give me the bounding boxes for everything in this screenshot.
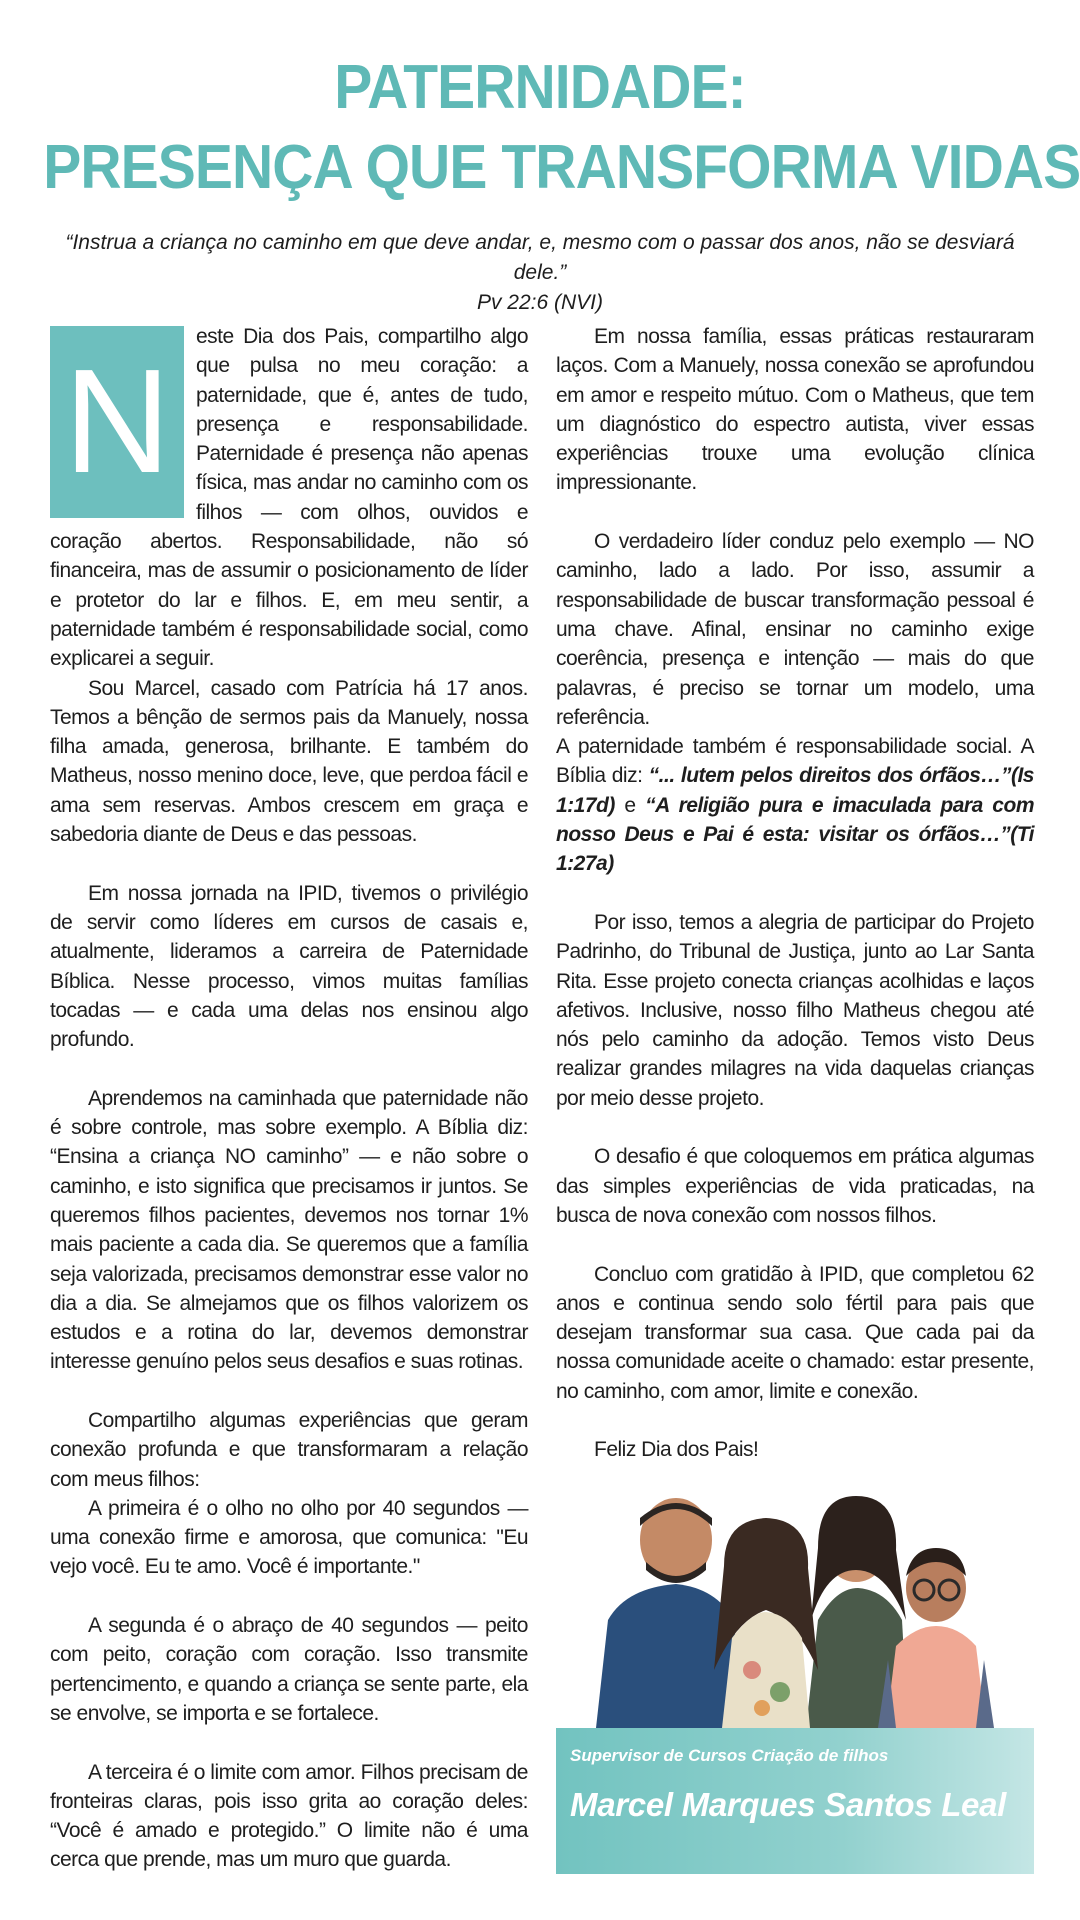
epigraph — [40, 228, 1040, 318]
author-caption — [556, 1728, 1034, 1874]
article-title — [43, 48, 1080, 208]
author-name: Marcel Marques Santos Leal — [570, 1786, 1007, 1823]
bible-quote: “... lutem pelos direitos dos órfãos…”(Is 1:17d) — [556, 764, 1034, 817]
paragraph: O verdadeiro líder conduz pelo exemplo — NO caminho, lado a lado. Por isso, assumir a responsabilidade de buscar transformação pessoal é uma chave. Afinal, ensinar no caminho exige coerência, presença e intenção — mais do que palavras, é preciso se tornar um modelo, uma referência. — [556, 530, 1034, 729]
title-line-2: PRESENÇA QUE TRANSFORMA VIDAS — [43, 133, 1080, 202]
paragraph: Em nossa família, essas práticas restauraram laços. Com a Manuely, nossa conexão se aprofundou em amor e respeito mútuo. Com o Matheus, que tem um diagnóstico do espectro autista, viver essas experiências trouxe uma evolução clínica impressionante. — [556, 325, 1034, 495]
paragraph: Sou Marcel, casado com Patrícia há 17 anos. Temos a bênção de sermos pais da Manuely, nossa filha amada, generosa, brilhante. E também do Matheus, nosso menino doce, leve, que perdoa fácil e ama sem reservas. Ambos crescem em graça e sabedoria diante de Deus e das pessoas. — [50, 676, 528, 847]
epigraph-quote: “Instrua a criança no caminho em que deve andar, e, mesmo com o passar dos anos, não se desviará dele.” — [65, 231, 1015, 284]
bible-quote: “A religião pura e imaculada para com nosso Deus e Pai é esta: visitar os órfãos…”(Ti 1:27a) — [556, 793, 1034, 876]
paragraph: este Dia dos Pais, compartilho algo que pulsa no meu coração: a paternidade, que é, antes de tudo, presença e responsabilidade. Paternidade é presença não apenas física, mas andar no caminho com os filhos — com olhos, ouvidos e coração abertos. Responsabilidade, não só financeira, mas de assumir o posicionamento de líder e protetor do lar e filhos. E, em meu sentir, a paternidade também é responsabilidade social, como explicarei a seguir. — [50, 325, 528, 671]
paragraph-text: e — [614, 793, 646, 817]
closing-line: Feliz Dia dos Pais! — [594, 1438, 759, 1462]
paragraph: Por isso, temos a alegria de participar do Projeto Padrinho, do Tribunal de Justiça, junto ao Lar Santa Rita. Esse projeto conecta crianças acolhidas e laços afetivos. Inclusive, nosso filho Matheus chegou até nós pelo caminho da adoção. Temos visto Deus realizar grandes milagres na vida daquelas crianças por meio desse projeto. — [556, 910, 1034, 1110]
family-photo — [556, 1470, 1034, 1728]
left-column — [50, 322, 528, 1872]
right-column — [556, 322, 1034, 1465]
paragraph: A primeira é o olho no olho por 40 segundos — uma conexão firme e amorosa, que comunica: "Eu vejo você. Eu te amo. Você é importante." — [50, 1496, 528, 1579]
paragraph: O desafio é que coloquemos em prática algumas das simples experiências de vida praticadas, na busca de nova conexão com nossos filhos. — [556, 1145, 1034, 1227]
paragraph: Em nossa jornada na IPID, tivemos o privilégio de servir como líderes em cursos de casais e, atualmente, lideramos a carreira de Paternidade Bíblica. Nesse processo, vimos muitas famílias tocadas — e cada uma delas nos ensinou algo profundo. — [50, 881, 528, 1052]
paragraph: Aprendemos na caminhada que paternidade não é sobre controle, mas sobre exemplo. A Bíblia diz: “Ensina a criança NO caminho” — e não sobre o caminho, e isto significa que precisamos ir juntos. Se queremos filhos pacientes, devemos nos tornar 1% mais paciente a cada dia. Se queremos que a família seja valorizada, precisamos demonstrar esse valor no dia a dia. Se almejamos que os filhos valorizem os estudos e a rotina do lar, devemos demonstrar interesse genuíno pelos seus desafios e suas rotinas. — [50, 1086, 528, 1374]
paragraph-text: A paternidade também é responsabilidade social. A Bíblia diz: — [556, 735, 1034, 788]
title-line-1: PATERNIDADE: — [334, 53, 746, 122]
dropcap: N — [50, 326, 184, 518]
epigraph-reference: Pv 22:6 (NVI) — [476, 291, 604, 314]
author-role: Supervisor de Cursos Criação de filhos — [570, 1746, 889, 1765]
paragraph: A segunda é o abraço de 40 segundos — peito com peito, coração com coração. Isso transmite pertencimento, e quando a criança se sente parte, ela se envolve, se importa e se fortalece. — [50, 1614, 528, 1725]
family-photo-illustration — [556, 1470, 1034, 1728]
paragraph — [556, 732, 1034, 878]
paragraph: Compartilho algumas experiências que geram conexão profunda e que transformaram a relação com meus filhos: — [50, 1408, 528, 1491]
paragraph: Concluo com gratidão à IPID, que completou 62 anos e continua sendo solo fértil para pais que desejam transformar sua casa. Que cada pai da nossa comunidade aceite o chamado: estar presente, no caminho, com amor, limite e conexão. — [556, 1262, 1034, 1403]
paragraph: A terceira é o limite com amor. Filhos precisam de fronteiras claras, pois isso grita ao coração deles: “Você é amado e protegido.” O limite não é uma cerca que prende, mas um muro que guarda. — [50, 1760, 528, 1872]
